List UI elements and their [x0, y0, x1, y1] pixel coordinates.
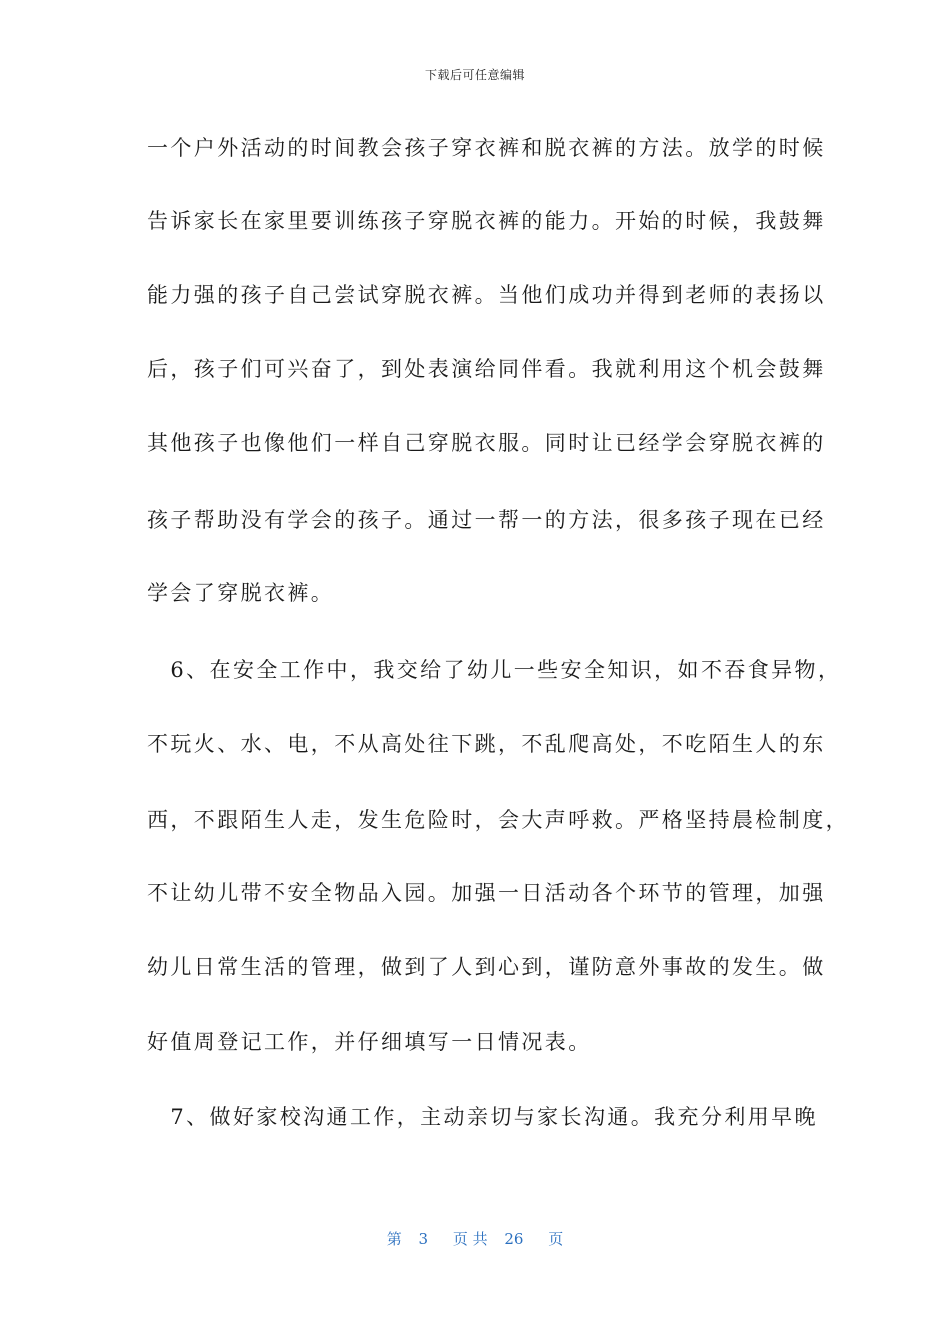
page-header: 下载后可任意编辑	[424, 68, 525, 82]
body-line: 一个户外活动的时间教会孩子穿衣裤和脱衣裤的方法。放学的时候	[147, 136, 826, 160]
footer-ye: 页	[548, 1230, 564, 1248]
body-line: 孩子帮助没有学会的孩子。通过一帮一的方法，很多孩子现在已经	[147, 508, 826, 532]
footer-di: 第	[386, 1230, 402, 1248]
footer-ye-gong: 页 共	[452, 1230, 488, 1248]
body-line: 7、做好家校沟通工作，主动亲切与家长沟通。我充分利用早晚	[147, 1105, 818, 1129]
body-line: 告诉家长在家里要训练孩子穿脱衣裤的能力。开始的时候，我鼓舞	[147, 209, 826, 233]
body-line: 西，不跟陌生人走，发生危险时，会大声呼救。严格坚持晨检制度，	[147, 808, 849, 832]
body-line: 能力强的孩子自己尝试穿脱衣裤。当他们成功并得到老师的表扬以	[147, 283, 826, 307]
body-line: 学会了穿脱衣裤。	[147, 581, 335, 605]
body-line: 后，孩子们可兴奋了，到处表演给同伴看。我就利用这个机会鼓舞	[147, 357, 826, 381]
page-footer	[0, 1228, 950, 1249]
footer-page-number: 3	[418, 1230, 429, 1248]
body-line: 幼儿日常生活的管理，做到了人到心到，谨防意外事故的发生。做	[147, 955, 826, 979]
body-line: 6、在安全工作中，我交给了幼儿一些安全知识，如不吞食异物，	[147, 658, 842, 682]
body-line: 好值周登记工作，并仔细填写一日情况表。	[147, 1030, 592, 1054]
body-line: 其他孩子也像他们一样自己穿脱衣服。同时让已经学会穿脱衣裤的	[147, 431, 826, 455]
body-line: 不玩火、水、电，不从高处往下跳，不乱爬高处，不吃陌生人的东	[147, 732, 826, 756]
footer-total-pages: 26	[504, 1230, 524, 1248]
body-line: 不让幼儿带不安全物品入园。加强一日活动各个环节的管理，加强	[147, 881, 826, 905]
